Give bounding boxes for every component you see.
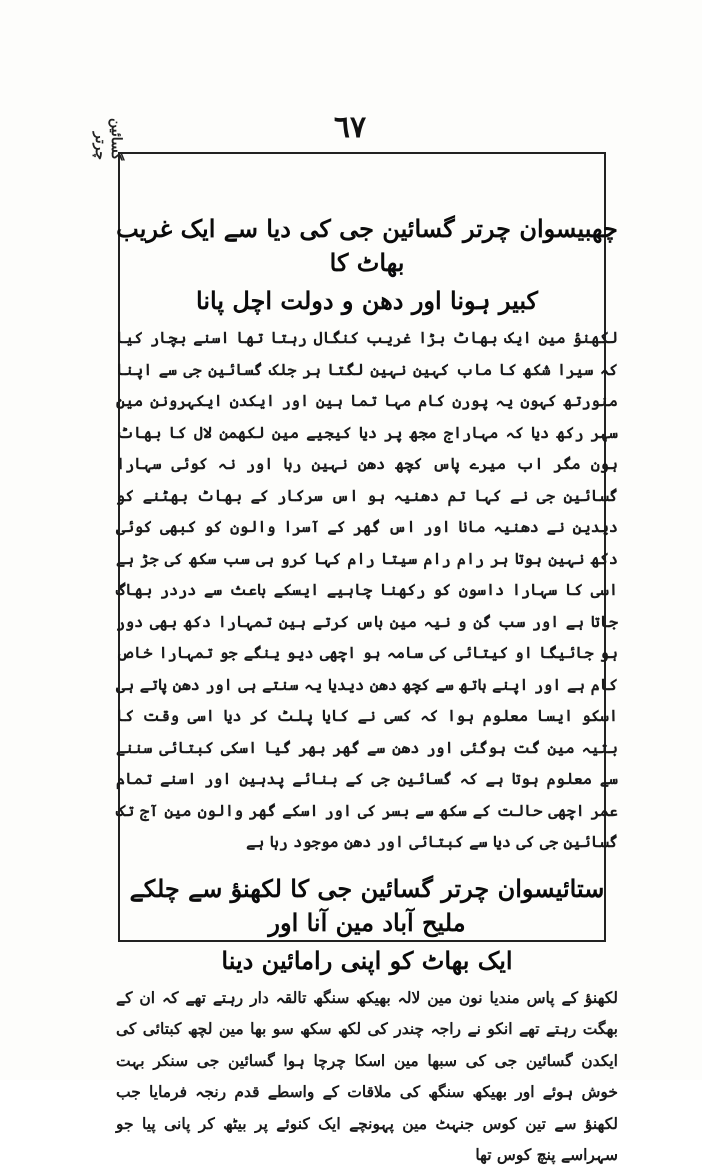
- page-content: [112, 212, 622, 1171]
- chapter-26-heading-line2: کبیر ہونا اور دھن و دولت اچل پانا: [196, 286, 538, 315]
- chapter-27-body: لکھنؤ کے پاس مندیا نون مین لالہ بھیکھ سنگھ تالقہ دار رہتے تھے کہ ان کے بھگت رہتے تھے انکو نے راجہ چندر کی لکھ سکھ سو بھا مین لچھ کبتائی کی ایکدن گسائین جی کی سبھا مین اسکا چرچا ہوا گسائین جی سنکر بہت خوش ہوئے اور بھیکھ سنگھ کی ملاقات کے واسطے قدم رنجہ فرمایا جب لکھنؤ سے تین کوس جنہٹ مین پہونچے ایک کنوئے پر بیٹھ کر پانی پیا جو سہراسے پنچ کوس تھا: [116, 987, 618, 1164]
- chapter-27-heading-line1: ستائیسوان چرتر گسائین جی کا لکھنؤ سے چلکے ملیح آباد مین آنا اور: [129, 873, 605, 937]
- chapter-26-body: لکھنؤ مین ایک بھاٹ بڑا غریب کنگال رہتا تھا اسنے بچار کیا کہ سیرا شکھ کا ماب کہین نہین لگتا ہر جلک گسائین جی سے اپنا منورتھ کہون یہ پورن کام مہا تما ہین اور ایکدن ایکہرونن مین سہر رکھ دیا کہ مہاراج مجھ پر دیا کیجیے مین لکھمن لال کا بھاٹ ہون مگر اب میرے پاس کچھ دھن نہین رہا اور نہ کوئی سہارا گسائین جی نے کہا تم دھنیہ ہو اس سرکار کے بھاٹ بھٹنے کو دیدین نے دھنیہ مانا اور اس گھر کے آسرا والون کو کبھی کوئی دکھ نہین ہوتا ہر رام رام سیتا رام کہا کرو ہی سب سکھ کی جڑ ہے اسی کا سہارا داسون کو رکھنا چاہیے ایسکے باعث سے دردر بھاگ جاتا ہے اور سب گن و نیہ مین باس کرتے ہین تمہارا دکھ بھی دور ہو جائیگا او کیتائی کی سامہ ہو اچھی دیو ینگے جو تمہارا خاص کام ہے اور اپنے ہاتھ سے کچھ دھن دیدیا یہ سنتے ہی اور دھن پاتے ہی اسکو ایسا معلوم ہوا کہ کسی نے کایا پلٹ کر دیا اسی وقت کا بتیہ مین گت ہوگئی اور دھن سے گھر بھر گیا اسکی کبتائی سننے سے معلوم ہوتا ہے کہ گسائین جی کے بنائے پدہین اور اسنے تمام عمر اچھی حالت کے سکھ سے بسر کی اور اسکے گھر والون مین آج تک گسائین جی کی دیا سے کبتائی اور دھن موجود رہا ہے: [116, 328, 618, 851]
- running-header: گسائین چرتر: [92, 117, 124, 160]
- chapter-26-heading-line1: چھبیسوان چرتر گسائین جی کی دیا سے ایک غریب بھاٹ کا: [116, 214, 618, 277]
- chapter-26: [112, 212, 622, 858]
- chapter-27: [112, 872, 622, 1171]
- chapter-27-heading-line2: ایک بھاٹ کو اپنی رامائین دینا: [221, 945, 513, 975]
- section-gap: [112, 858, 622, 872]
- page-number: ٦٧: [333, 110, 367, 145]
